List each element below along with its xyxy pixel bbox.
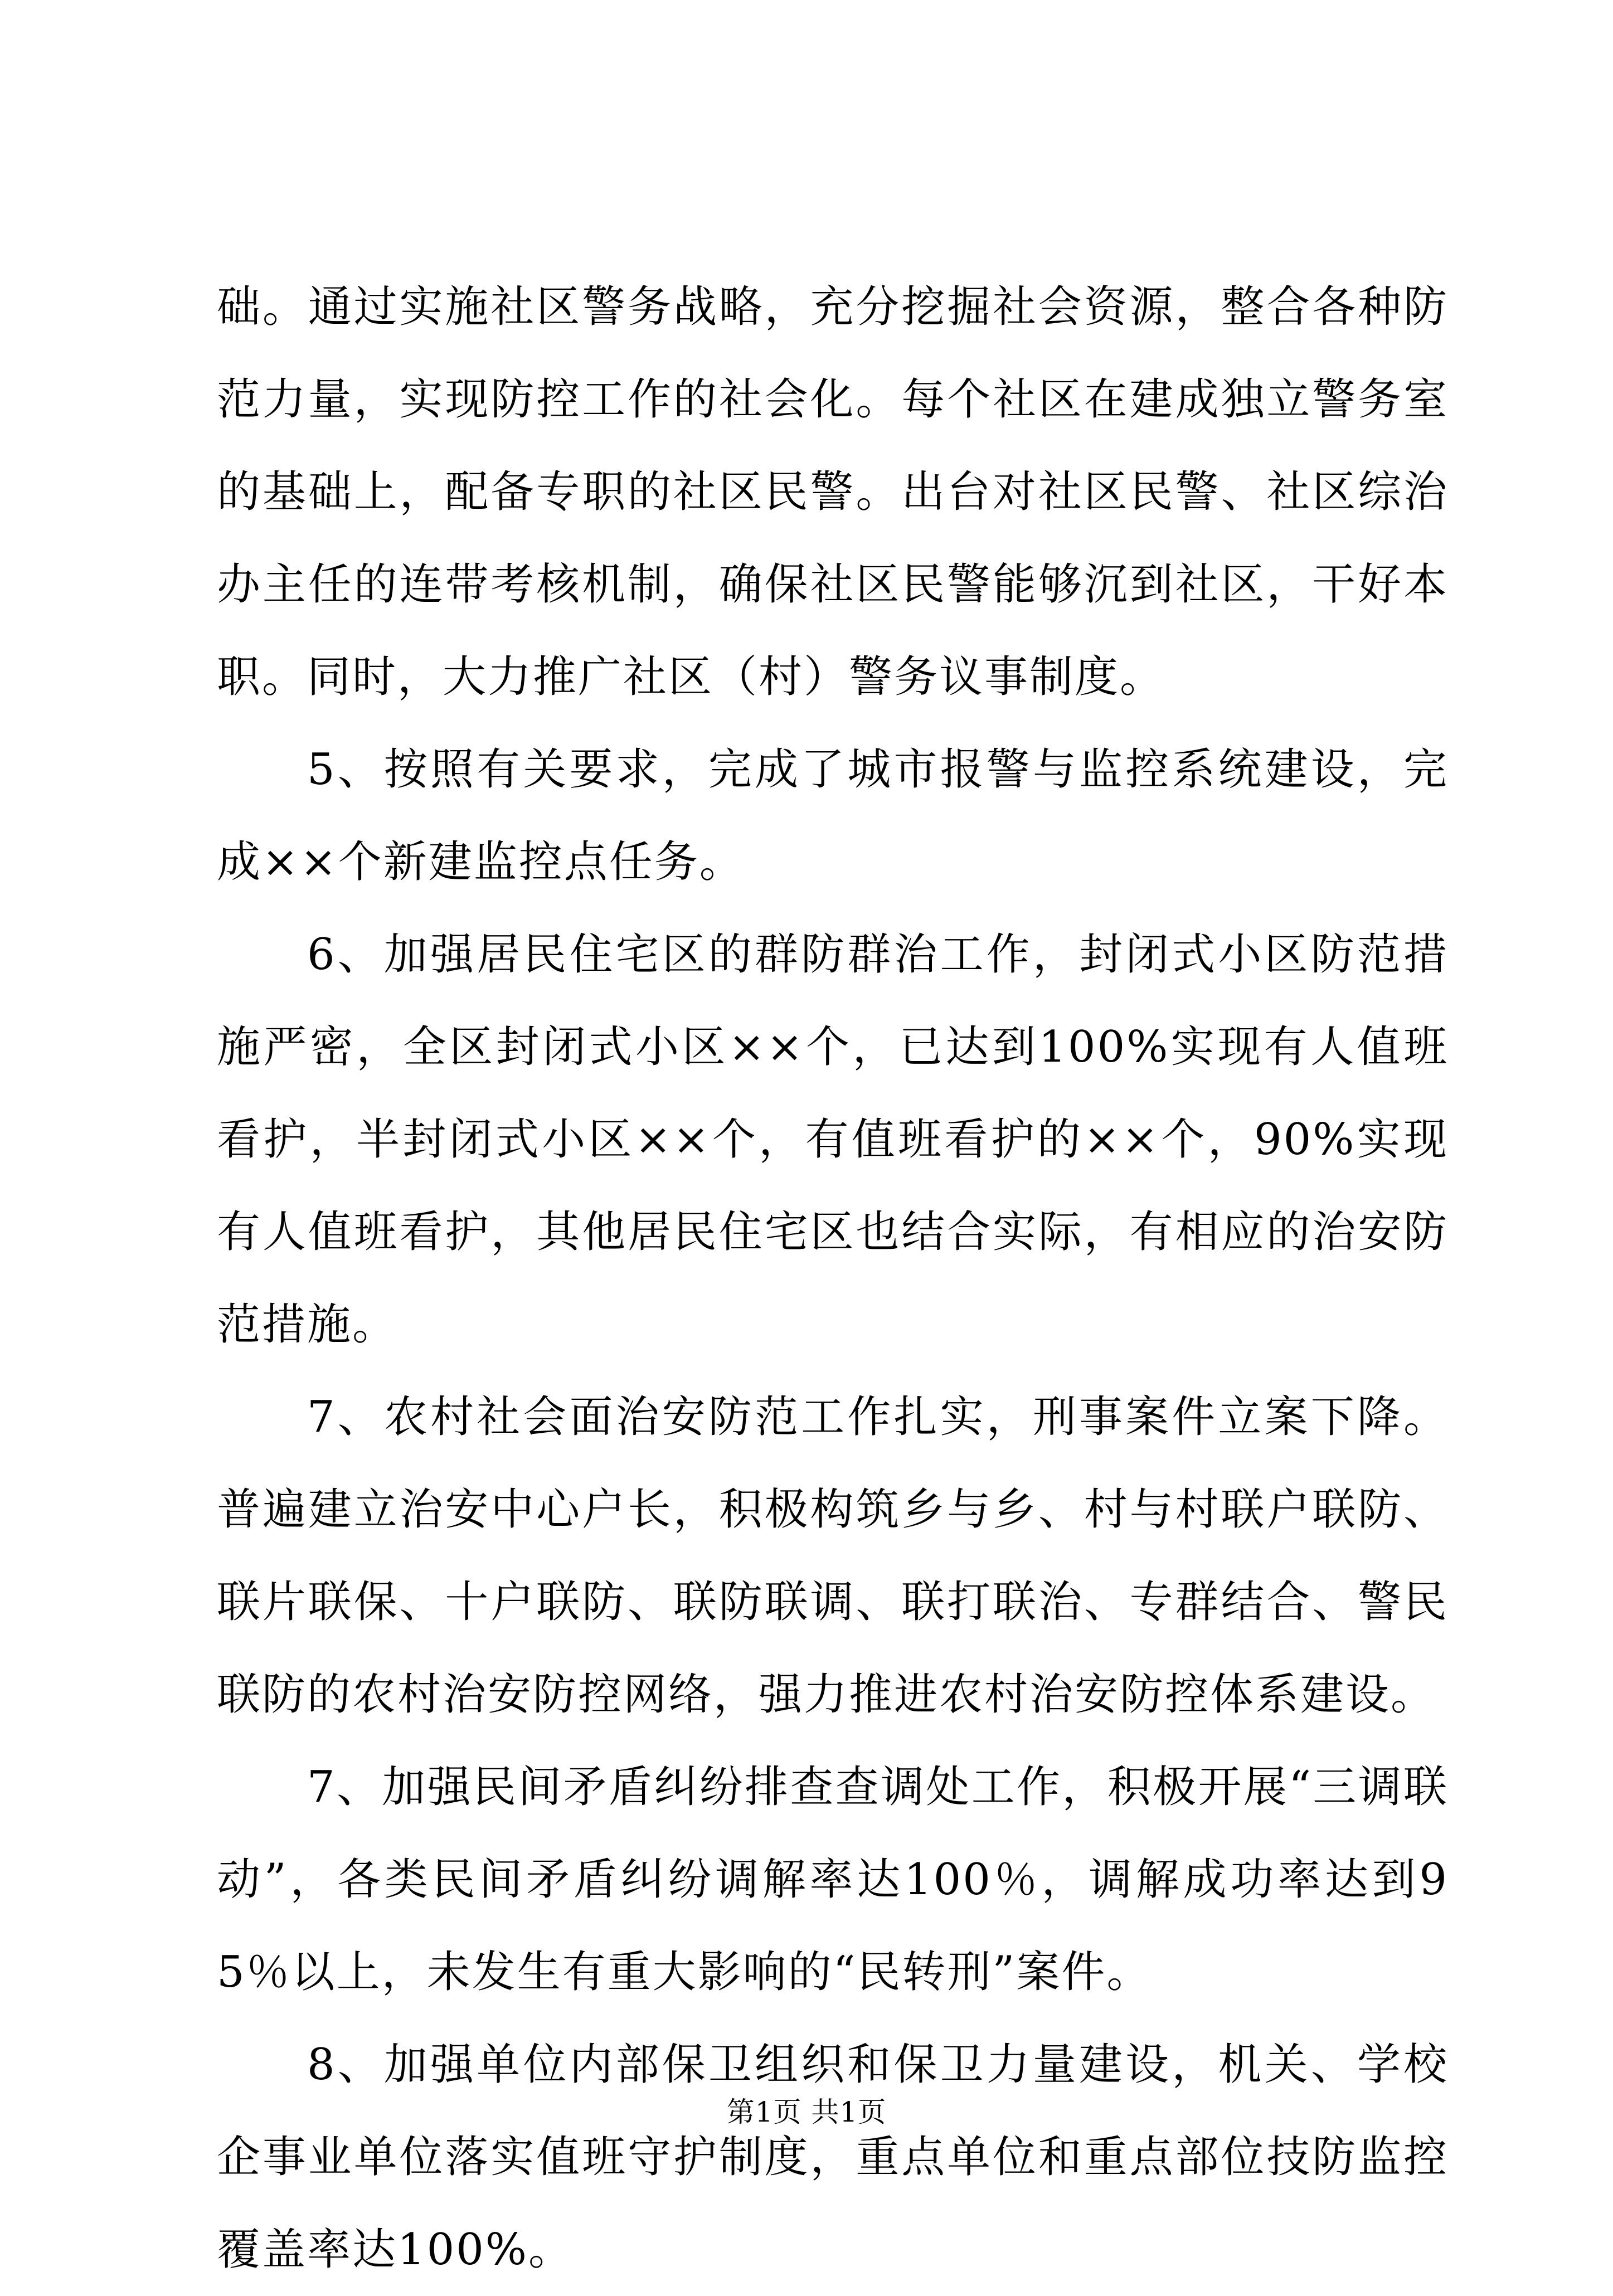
paragraph-item-7-disputes: 7、加强民间矛盾纠纷排查查调处工作，积极开展“三调联动”，各类民间矛盾纠纷调解率达100％，调解成功率达到95％以上，未发生有重大影响的“民转刑”案件。 [217, 1762, 1449, 1997]
paragraph-item-8: 8、加强单位内部保卫组织和保卫力量建设，机关、学校企事业单位落实值班守护制度，重点单位和重点部位技防监控覆盖率达100%。 [217, 2040, 1449, 2275]
paragraph-item-7-rural: 7、农村社会面治安防范工作扎实，刑事案件立案下降。普遍建立治安中心户长，积极构筑乡与乡、村与村联户联防、联片联保、十户联防、联防联调、联打联治、专群结合、警民联防的农村治安防控网络，强力推进农村治安防控体系建设。 [217, 1392, 1449, 1720]
paragraph-community-policing: 础。通过实施社区警务战略，充分挖掘社会资源，整合各种防范力量，实现防控工作的社会化。每个社区在建成独立警务室的基础上，配备专职的社区民警。出台对社区民警、社区综治办主任的连带考核机制，确保社区民警能够沉到社区，干好本职。同时，大力推广社区（村）警务议事制度。 [217, 282, 1449, 702]
document-body [217, 261, 1449, 2296]
page-number-footer: 第1页 共1页 [726, 2096, 887, 2128]
paragraph-item-5: 5、按照有关要求，完成了城市报警与监控系统建设，完成××个新建监控点任务。 [217, 745, 1449, 887]
paragraph-item-6: 6、加强居民住宅区的群防群治工作，封闭式小区防范措施严密，全区封闭式小区××个，已达到100%实现有人值班看护，半封闭式小区××个，有值班看护的××个，90%实现有人值班看护，其他居民住宅区也结合实际，有相应的治安防范措施。 [217, 930, 1449, 1350]
